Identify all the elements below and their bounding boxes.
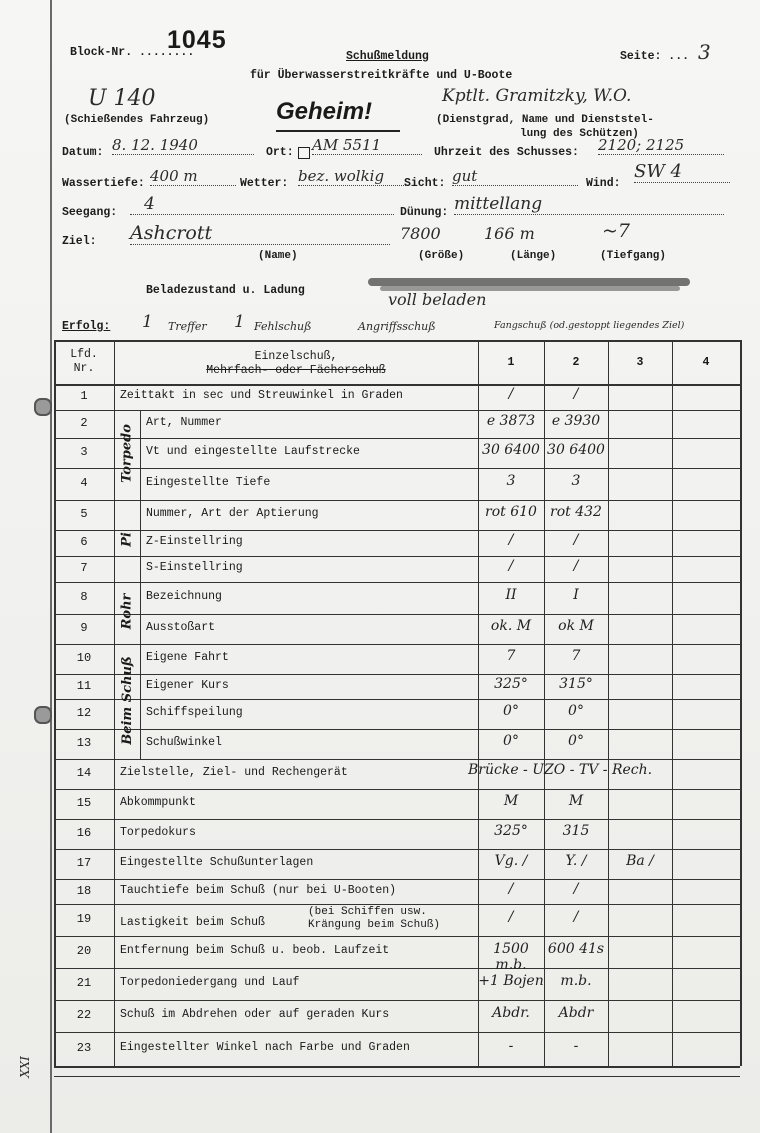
table-rule: [54, 1076, 740, 1077]
ziel-tiefgang: ~7: [602, 220, 631, 242]
angriffsschuss-label: Angriffsschuß: [358, 320, 436, 333]
table-rule: [54, 556, 740, 557]
row-value-col1: 30 6400: [482, 442, 540, 458]
wetter-value: bez. wolkig: [298, 167, 406, 186]
treffer-value: 1: [142, 312, 153, 332]
row-label: Nummer, Art der Aptierung: [146, 507, 319, 520]
redaction-scribble: [368, 278, 690, 286]
row-label: Zielstelle, Ziel- und Rechengerät: [120, 766, 348, 779]
ziel-label: Ziel:: [62, 235, 97, 248]
form-title: Schußmeldung: [346, 50, 429, 63]
row-value-col2: M: [568, 793, 584, 809]
shooter-label-2: lung des Schützen): [520, 128, 639, 140]
row-number: 23: [76, 1041, 92, 1055]
table-rule: [54, 729, 740, 730]
table-rule: [54, 819, 740, 820]
table-rule: [54, 789, 740, 790]
beladezustand-label: Beladezustand u. Ladung: [146, 284, 305, 297]
row-number: 10: [76, 651, 92, 665]
ort-value: AM 5511: [312, 136, 422, 155]
row-value-col2: m.b.: [560, 973, 592, 989]
row-label: Bezeichnung: [146, 590, 222, 603]
ziel-name: Ashcrott: [130, 222, 390, 245]
row-number: 12: [76, 706, 92, 720]
table-rule: [54, 410, 740, 411]
row-number: 5: [80, 507, 88, 521]
row-label: Vt und eingestellte Laufstrecke: [146, 445, 360, 458]
row-value-col1: /: [508, 909, 514, 925]
table-rule: [54, 936, 740, 937]
table-rule: [54, 849, 740, 850]
row-value-col1: Abdr.: [492, 1005, 530, 1021]
table-rule: [608, 340, 609, 1066]
stamp-underline: [276, 130, 400, 132]
groesse-caption: (Größe): [418, 250, 465, 262]
row-number: 3: [80, 445, 88, 459]
table-rule: [54, 904, 740, 905]
table-rule: [54, 674, 740, 675]
row-value-col2: 0°: [568, 703, 584, 719]
row-label: Schuß im Abdrehen oder auf geraden Kurs: [120, 1008, 390, 1021]
row-label: Eigene Fahrt: [146, 651, 229, 664]
row-label: Schiffspeilung: [146, 706, 243, 719]
table-rule: [672, 340, 673, 1066]
row-label: Z-Einstellring: [146, 535, 243, 548]
row-label: Eigener Kurs: [146, 678, 229, 692]
header-lfd: Lfd.: [70, 348, 98, 361]
header-einzelschuss: Einzelschuß,: [254, 350, 338, 363]
row-value-col2: /: [573, 386, 579, 402]
row-value-col1: /: [508, 386, 514, 402]
row-number: 15: [76, 796, 92, 810]
row-number: 18: [76, 883, 92, 898]
table-rule: [54, 340, 740, 342]
row-number: 4: [80, 476, 88, 490]
row-value-col2: 30 6400: [547, 442, 605, 458]
fehlschuss-label: Fehlschuß: [254, 320, 312, 333]
group-label-0: Torpedo: [119, 424, 135, 483]
row-value-col2: Abdr: [558, 1005, 594, 1021]
row-label: Schußwinkel: [146, 736, 222, 749]
row-label-note: Krängung beim Schuß): [308, 919, 441, 931]
row-value-col1: /: [508, 880, 514, 897]
shooter-label-1: (Dienstgrad, Name und Dienststel-: [436, 114, 654, 126]
row-value-col2: /: [573, 909, 579, 925]
table-rule: [54, 699, 740, 700]
row-number: 8: [80, 590, 88, 604]
header-mehrfachschuss: Mehrfach- oder Fächerschuß: [206, 364, 386, 377]
sicht-value: gut: [452, 167, 578, 186]
row-value-col1: 1500 m.b.: [493, 941, 529, 973]
row-label: Ausstoßart: [146, 621, 216, 634]
row-value-col2: /: [573, 880, 579, 897]
margin-note: XXI: [17, 1056, 32, 1078]
shooter-value: Kptlt. Gramitzky, W.O.: [442, 86, 632, 106]
row-value-col2: Y. /: [565, 853, 587, 869]
form-subtitle: für Überwasserstreitkräfte und U-Boote: [250, 69, 513, 82]
row-value-col2: 315°: [559, 675, 593, 692]
row-label: S-Einstellring: [146, 561, 243, 574]
block-label: Block-Nr. ........: [70, 46, 195, 59]
row-number: 19: [76, 912, 92, 926]
row-value-col1: 325°: [494, 823, 528, 839]
table-rule: [54, 644, 740, 645]
vessel-label: (Schießendes Fahrzeug): [64, 114, 210, 126]
row-value-col1: 0°: [503, 703, 519, 719]
tiefgang-caption: (Tiefgang): [600, 250, 667, 262]
beladezustand-value: voll beladen: [388, 290, 487, 309]
row-value-col1: II: [505, 587, 517, 603]
row-value-col1: /: [508, 532, 514, 548]
row-value-col2: 315: [562, 823, 590, 839]
row-value-col1: 3: [506, 473, 516, 489]
ort-box-icon: [298, 147, 310, 159]
table-rule: [114, 644, 140, 645]
wind-label: Wind:: [586, 177, 621, 190]
row-number: 9: [80, 621, 88, 635]
table-rule: [54, 438, 740, 439]
table-rule: [114, 500, 140, 501]
group-label-1: Pi: [119, 532, 135, 547]
wassertiefe-label: Wassertiefe:: [62, 177, 145, 190]
uhrzeit-label: Uhrzeit des Schusses:: [434, 146, 579, 159]
row-number: 16: [76, 826, 92, 840]
row-label: Eingestellte Schußunterlagen: [120, 856, 314, 869]
row-number: 22: [76, 1008, 92, 1022]
row-value-col1: 0°: [503, 733, 519, 749]
row-number: 13: [76, 736, 92, 750]
row-value-col1: -: [508, 1038, 514, 1054]
table-rule: [54, 582, 740, 583]
row-label: Eingestellte Tiefe: [146, 476, 271, 489]
seegang-label: Seegang:: [62, 206, 118, 219]
wetter-label: Wetter:: [240, 177, 289, 190]
table-rule: [114, 582, 140, 583]
table-rule: [54, 1032, 740, 1033]
row-label: Torpedoniedergang und Lauf: [120, 976, 300, 989]
row-label-note: (bei Schiffen usw.: [308, 906, 427, 918]
column-header-3: 3: [636, 356, 644, 369]
row-label: Eingestellter Winkel nach Farbe und Graden: [120, 1041, 410, 1054]
row-value-col1: 325°: [494, 675, 528, 692]
row-label: Abkommpunkt: [120, 796, 196, 809]
table-rule: [54, 968, 740, 969]
laenge-caption: (Länge): [510, 250, 557, 262]
row-value-col2: 600 41s: [547, 941, 605, 957]
table-rule: [54, 530, 740, 531]
row-value-col2: 0°: [568, 733, 584, 749]
left-margin-line: [50, 0, 52, 1133]
group-label-3: Beim Schuß: [119, 655, 135, 745]
header-nr: Nr.: [73, 362, 95, 375]
table-rule: [54, 500, 740, 501]
column-header-4: 4: [702, 356, 710, 369]
row-number: 14: [76, 766, 92, 780]
erfolg-label: Erfolg:: [62, 320, 111, 333]
row-value-col1: Brücke - UZO - TV - Rech.: [468, 762, 653, 778]
classification-stamp: Geheim!: [276, 98, 373, 125]
table-rule: [114, 340, 115, 1066]
row-number: 1: [80, 389, 88, 403]
name-caption: (Name): [258, 250, 298, 262]
fehlschuss-value: 1: [234, 312, 245, 332]
group-label-2: Rohr: [119, 593, 135, 630]
ziel-groesse: 7800: [400, 224, 441, 243]
table-rule: [54, 1066, 740, 1068]
row-number: 20: [76, 944, 92, 958]
wind-value: SW 4: [634, 161, 730, 183]
row-value-col1: e 3873: [486, 413, 536, 429]
row-value-col1: M: [503, 793, 519, 809]
block-number: 1045: [167, 26, 227, 54]
row-value-col1: ok. M: [490, 618, 532, 634]
datum-value: 8. 12. 1940: [112, 136, 254, 155]
duenung-label: Dünung:: [400, 206, 449, 219]
row-value-col1: rot 610: [485, 504, 537, 520]
row-value-col2: /: [573, 532, 579, 548]
table-rule: [140, 410, 141, 759]
seegang-value: 4: [130, 194, 394, 215]
row-value-col1: 7: [506, 648, 516, 664]
wassertiefe-value: 400 m: [150, 167, 236, 186]
row-label: Torpedokurs: [120, 826, 196, 839]
table-rule: [54, 614, 740, 615]
treffer-label: Treffer: [168, 320, 207, 333]
table-rule: [54, 759, 740, 760]
row-number: 17: [76, 856, 92, 870]
row-label: Zeittakt in sec und Streuwinkel in Graden: [120, 389, 403, 402]
row-number: 21: [76, 976, 92, 990]
table-rule: [740, 340, 742, 1066]
ziel-laenge: 166 m: [484, 224, 535, 243]
page-number: 3: [698, 40, 711, 64]
row-value-col2: -: [573, 1038, 579, 1054]
ort-label: Ort:: [266, 146, 294, 159]
row-value-col1: /: [508, 558, 514, 574]
column-header-1: 1: [507, 356, 515, 369]
table-rule: [54, 1000, 740, 1001]
sicht-label: Sicht:: [404, 177, 446, 190]
row-value-col2: ok M: [558, 618, 594, 634]
row-label: Art, Nummer: [146, 416, 222, 429]
row-value-col1: +1 Bojen: [478, 973, 544, 989]
row-value-col1: Vg. /: [494, 853, 528, 869]
row-number: 7: [80, 561, 88, 575]
row-number: 2: [80, 416, 88, 430]
table-rule: [54, 879, 740, 880]
row-value-col2: I: [573, 587, 579, 603]
row-value-col3: Ba /: [626, 853, 654, 869]
punch-hole-icon: [34, 398, 52, 416]
duenung-value: mittellang: [454, 194, 724, 215]
row-value-col2: e 3930: [551, 413, 601, 429]
table-rule: [54, 384, 740, 386]
row-value-col2: /: [573, 558, 579, 574]
row-label: Lastigkeit beim Schuß: [120, 916, 265, 929]
row-number: 11: [76, 678, 92, 693]
page-label: Seite: ...: [620, 50, 690, 63]
datum-label: Datum:: [62, 146, 104, 159]
row-value-col2: 3: [571, 473, 581, 489]
row-number: 6: [80, 535, 88, 549]
uhrzeit-value: 2120; 2125: [598, 136, 724, 155]
fangschuss-label: Fangschuß (od.gestoppt liegendes Ziel): [494, 320, 685, 331]
row-value-col2: rot 432: [550, 504, 602, 520]
table-rule: [54, 468, 740, 469]
column-header-2: 2: [572, 356, 580, 369]
vessel-value: U 140: [88, 86, 156, 111]
punch-hole-icon: [34, 706, 52, 724]
row-value-col2: 7: [571, 648, 581, 664]
row-label: Entfernung beim Schuß u. beob. Laufzeit: [120, 944, 390, 957]
row-label: Tauchtiefe beim Schuß (nur bei U-Booten): [120, 883, 397, 897]
